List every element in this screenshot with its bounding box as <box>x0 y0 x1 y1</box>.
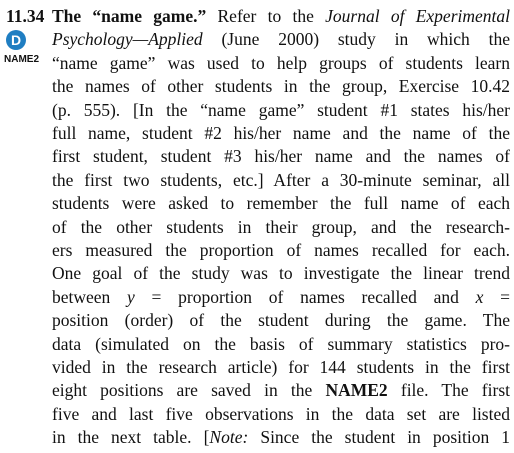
text-line <box>52 426 510 448</box>
text-segment: five and last five observations in the data set are listed <box>52 403 510 424</box>
data-set-icon: D <box>6 30 26 50</box>
text-line <box>52 122 510 144</box>
text-segment: = <box>483 286 511 307</box>
text-segment: Psychology—Applied <box>52 29 203 50</box>
text-segment: Since the student in position 1 <box>248 427 510 448</box>
text-line <box>52 192 510 214</box>
text-segment: “name game” was used to help groups of students learn <box>52 52 510 73</box>
text-line <box>52 286 510 308</box>
text-line <box>52 99 510 121</box>
text-segment: full name, student #2 his/her name and the name of the <box>52 123 510 143</box>
text-segment: students were asked to remember the full name of each <box>52 193 510 214</box>
text-segment: vided in the research article) for 144 students in the first <box>52 357 510 377</box>
text-segment: between <box>52 286 128 307</box>
text-line <box>52 5 510 27</box>
text-line <box>52 216 510 238</box>
text-line <box>52 75 510 97</box>
text-line <box>52 169 510 191</box>
text-segment: y <box>127 286 135 307</box>
text-segment: the first two students, etc.] After a 30-minute seminar, all <box>52 169 510 190</box>
text-segment: data (simulated on the basis of summary statistics pro- <box>52 333 510 354</box>
text-segment: file. The first <box>387 380 510 401</box>
text-line <box>52 52 510 74</box>
text-segment: One goal of the study was to investigate the linear trend <box>52 263 510 284</box>
text-segment: (June 2000) study in which the <box>202 29 510 50</box>
text-line <box>52 379 510 401</box>
text-segment: NAME2 <box>325 380 388 401</box>
data-file-label: NAME2 <box>4 54 40 65</box>
text-segment: = proportion of names recalled and <box>134 286 476 307</box>
text-line <box>52 356 510 378</box>
text-line <box>52 309 510 331</box>
text-segment: position (order) of the student during the game. The <box>52 310 510 331</box>
text-line <box>52 262 510 284</box>
text-segment: eight positions are saved in the <box>52 380 326 401</box>
text-segment: first student, student #3 his/her name and the names of <box>52 146 510 167</box>
text-line <box>52 403 510 425</box>
text-line <box>52 239 510 261</box>
text-segment: of the other students in their group, and the research- <box>52 216 510 237</box>
text-line <box>52 28 510 50</box>
text-segment: ers measured the proportion of names recalled for each. <box>52 240 510 260</box>
text-line <box>52 333 510 355</box>
text-segment: in the next table. [ <box>52 427 210 448</box>
text-segment: Refer to the <box>206 6 326 26</box>
text-line <box>52 145 510 167</box>
text-segment: x <box>475 286 484 307</box>
text-segment: the names of other students in the group, Exercise 10.42 <box>52 76 510 97</box>
text-segment: The “name game.” <box>52 6 207 26</box>
exercise-number: 11.34 <box>6 6 45 26</box>
text-segment: Note: <box>209 427 249 448</box>
text-segment: (p. 555). [In the “name game” student #1 states his/her <box>52 99 510 120</box>
text-segment: Journal of Experimental <box>325 6 511 26</box>
